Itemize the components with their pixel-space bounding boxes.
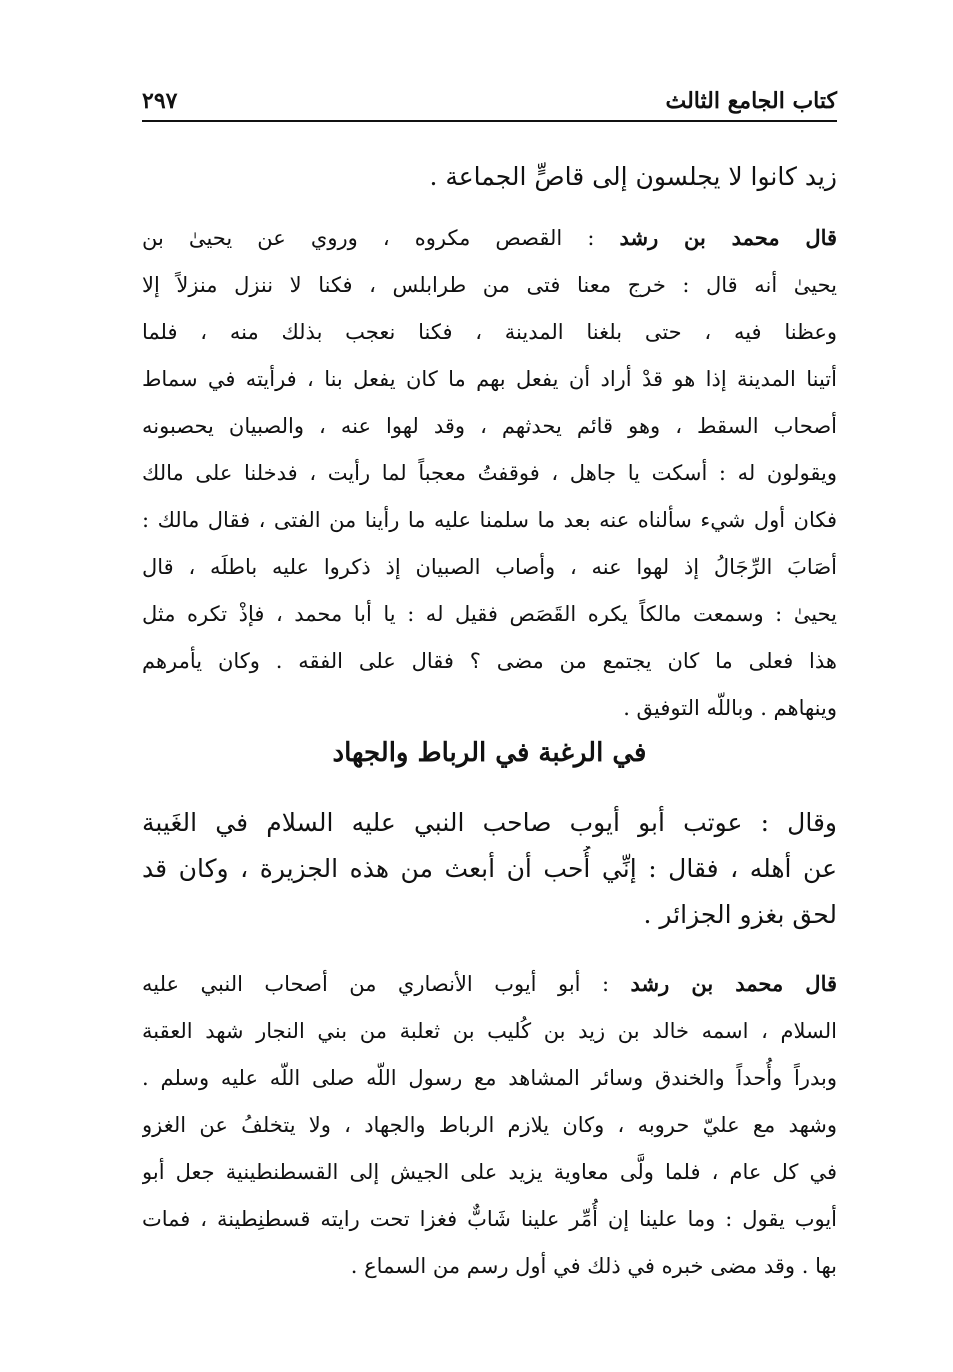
page-number: ٢٩٧	[142, 88, 178, 114]
text-line: السلام ، اسمه خالد بن زيد بن كُليب بن ثعلبة من بني النجار شهد العقبة	[142, 1019, 837, 1043]
text-line: لحق بغزو الجزائر .	[643, 900, 837, 929]
continuation-paragraph	[142, 154, 837, 200]
text-line: أصَابَ الرِّجَالُ إذ لهوا عنه ، وأصاب الصبيان إذ ذكروا عليه باطلَه ، قال	[142, 555, 837, 579]
section-heading: في الرغبة في الرباط والجهاد	[332, 738, 647, 768]
speaker-label: قال محمد بن رشد	[619, 225, 837, 250]
running-title: كتاب الجامع الثالث	[665, 88, 837, 114]
text-line: أصحاب السقط ، وهو قائم يحدثهم ، وقد لهوا عنه ، والصبيان يحصبونه	[142, 414, 837, 438]
text-line: وقال : عوتب أبو أيوب صاحب النبي عليه السلام في الغَيبة	[142, 808, 837, 837]
commentary-paragraph-1	[142, 214, 837, 732]
text-line: أيوب يقول : وما علينا إن أُمِّر علينا شَابٌّ فغزا تحت رايته قسطنِطينة ، فمات	[142, 1207, 837, 1231]
narration-paragraph	[142, 800, 837, 938]
text-segment: : القصص مكروه ، وروي عن يحيىٰ بن	[142, 226, 620, 250]
page-header	[142, 86, 837, 122]
text-line: وعظنا فيه ، حتى بلغنا المدينة ، فكنا نعجب بذلك منه ، فلما	[142, 320, 837, 344]
text-line: عن أهله ، فقال : إنِّي أُحب أن أبعث من هذه الجزيرة ، وكان قد	[142, 854, 837, 883]
speaker-label: قال محمد بن رشد	[630, 971, 837, 996]
text-line: وبدراً وأُحداً والخندق وسائر المشاهد مع رسول اللّه صلى اللّه عليه وسلم .	[142, 1066, 837, 1090]
text-segment: : أبو أيوب الأنصاري من أصحاب النبي عليه	[142, 972, 631, 996]
text-line: هذا فعلى ما كان يجتمع من مضى ؟ فقال على الفقه . وكان يأمرهم	[142, 649, 837, 673]
text-line	[142, 960, 837, 1008]
text-line: وشهد مع عليّ حروبه ، وكان يلازم الرباط والجهاد ، ولا يتخلفُ عن الغزو	[142, 1113, 837, 1137]
text-line: يحيىٰ أنه قال : خرج معنا فتى من طرابلس ، فكنا لا ننزل منزلاً إلا	[142, 273, 837, 297]
text-line	[142, 214, 837, 262]
text-line: وينهاهم . وباللّه التوفيق .	[623, 696, 837, 720]
text-line: يحيىٰ : وسمعت مالكاً يكره القَصَص فقيل له : يا أبا محمد ، فإذْ تكره مثل	[142, 602, 837, 626]
text-line: فكان أول شيء سألناه عنه بعد ما سلمنا عليه ما رأينا من الفتى ، فقال مالك :	[142, 508, 837, 532]
text-line: أتينا المدينة إذا هو قدْ أراد أن يفعل بهم ما كان يفعل بنا ، فرأيته في سماط	[142, 367, 837, 391]
text-line: زيد كانوا لا يجلسون إلى قاصٍّ الجماعة .	[429, 162, 837, 191]
text-line: في كل عام ، فلما ولَّى معاوية يزيد على الجيش إلى القسطنطينية جعل أبو	[142, 1160, 837, 1184]
text-line: ويقولون له : أسكت يا جاهل ، فوقفتُ معجباً لما رأيت ، فدخلنا على مالك	[142, 461, 837, 485]
commentary-paragraph-2	[142, 960, 837, 1290]
text-line: بها . وقد مضى خبره في ذلك في أول رسم من السماع .	[350, 1254, 837, 1278]
